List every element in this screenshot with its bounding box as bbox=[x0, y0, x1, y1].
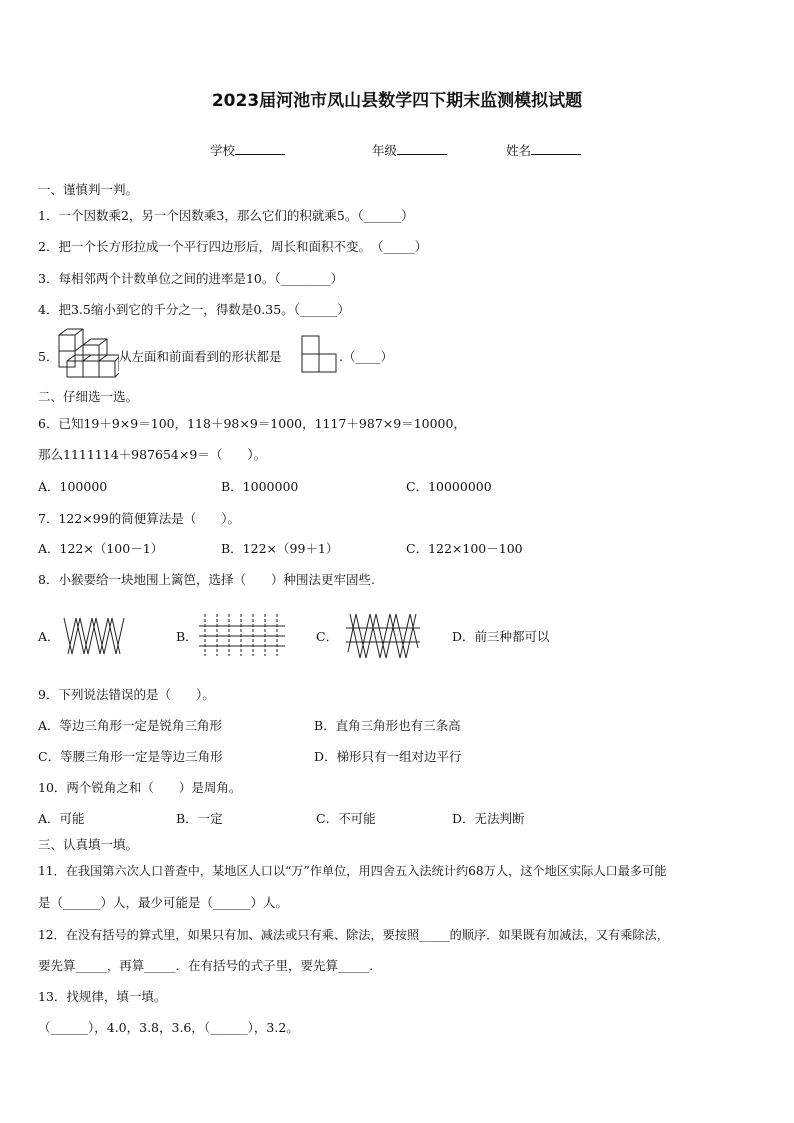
option-6b[interactable]: B．1000000 bbox=[221, 479, 299, 494]
school-label: 学校 bbox=[210, 143, 236, 158]
option-7c[interactable]: C．122×100－100 bbox=[406, 541, 523, 556]
school-blank[interactable] bbox=[235, 141, 285, 155]
option-10d[interactable]: D．无法判断 bbox=[452, 811, 525, 826]
question-4: 4．把3.5缩小到它的千分之一，得数是0.35。（______） bbox=[38, 302, 350, 317]
cube-stack-figure bbox=[55, 327, 119, 383]
question-11-line-2: 是（______）人，最少可能是（______）人。 bbox=[38, 895, 289, 910]
option-9b[interactable]: B．直角三角形也有三条高 bbox=[314, 718, 461, 733]
option-10a[interactable]: A．可能 bbox=[38, 811, 85, 826]
question-5-text: 从左面和前面看到的形状都是 bbox=[119, 349, 282, 364]
view-shape-figure bbox=[301, 335, 337, 373]
question-12-line-2: 要先算_____，再算_____．在有括号的式子里，要先算_____. bbox=[38, 958, 374, 973]
option-6c[interactable]: C．10000000 bbox=[406, 479, 492, 494]
section-heading-3: 三、认真填一填。 bbox=[38, 837, 139, 852]
option-8c-label[interactable]: C． bbox=[316, 629, 339, 644]
question-11-line-1: 11．在我国第六次人口普查中，某地区人口以“万”作单位，用四舍五入法统计约68万人，这个地区实际人口最多可能 bbox=[38, 864, 667, 878]
question-6-line-2: 那么1111114＋987654×9＝（ ）。 bbox=[38, 447, 267, 462]
section-heading-2: 二、仔细选一选。 bbox=[38, 389, 139, 404]
grade-label: 年级 bbox=[372, 143, 398, 158]
question-13-sequence: （______），4.0，3.8，3.6，（______），3.2。 bbox=[38, 1020, 299, 1035]
option-10c[interactable]: C．不可能 bbox=[316, 811, 376, 826]
question-8: 8．小猴要给一块地围上篱笆，选择（ ）种围法更牢固些. bbox=[38, 572, 375, 587]
name-label: 姓名 bbox=[506, 143, 532, 158]
option-9d[interactable]: D．梯形只有一组对边平行 bbox=[314, 749, 462, 764]
question-6-line-1: 6．已知19＋9×9＝100，118＋98×9＝1000，1117＋987×9＝10000， bbox=[38, 416, 466, 431]
option-9a[interactable]: A．等边三角形一定是锐角三角形 bbox=[38, 718, 223, 733]
option-8d[interactable]: D．前三种都可以 bbox=[452, 629, 550, 644]
fence-cross-figure bbox=[62, 614, 126, 658]
option-8b-label[interactable]: B． bbox=[176, 629, 198, 644]
option-10b[interactable]: B．一定 bbox=[176, 811, 223, 826]
fence-grid-figure bbox=[199, 612, 285, 658]
school-field bbox=[210, 141, 285, 160]
section-heading-1: 一、谨慎判一判。 bbox=[38, 182, 139, 197]
question-5-number: 5． bbox=[38, 349, 59, 364]
question-5-answer: .（____） bbox=[339, 349, 393, 364]
question-12-line-1: 12．在没有括号的算式里，如果只有加、减法或只有乘、除法，要按照_____的顺序．如果既有加减法，又有乘除法， bbox=[38, 928, 669, 942]
name-blank[interactable] bbox=[531, 141, 581, 155]
question-2: 2．把一个长方形拉成一个平行四边形后，周长和面积不变。 （_____） bbox=[38, 239, 428, 254]
option-9c[interactable]: C．等腰三角形一定是等边三角形 bbox=[38, 749, 223, 764]
option-6a[interactable]: A．100000 bbox=[38, 479, 108, 494]
question-7: 7．122×99的简便算法是（ ）。 bbox=[38, 511, 240, 526]
option-7b[interactable]: B．122×（99＋1） bbox=[221, 541, 339, 556]
question-3: 3．每相邻两个计数单位之间的进率是10。（________） bbox=[38, 271, 344, 286]
name-field bbox=[506, 141, 581, 160]
option-8a-label[interactable]: A． bbox=[38, 629, 60, 644]
page-title: 2023届河池市凤山县数学四下期末监测模拟试题 bbox=[211, 91, 583, 111]
fence-diagonal-figure bbox=[346, 612, 420, 660]
grade-field bbox=[372, 141, 447, 160]
option-7a[interactable]: A．122×（100－1） bbox=[38, 541, 164, 556]
question-1: 1．一个因数乘2，另一个因数乘3，那么它们的积就乘5。（______） bbox=[38, 208, 414, 223]
question-9: 9．下列说法错误的是（ ）。 bbox=[38, 687, 215, 702]
question-10: 10．两个锐角之和（ ）是周角。 bbox=[38, 780, 242, 795]
question-13: 13．找规律，填一填。 bbox=[38, 989, 167, 1004]
grade-blank[interactable] bbox=[397, 141, 447, 155]
